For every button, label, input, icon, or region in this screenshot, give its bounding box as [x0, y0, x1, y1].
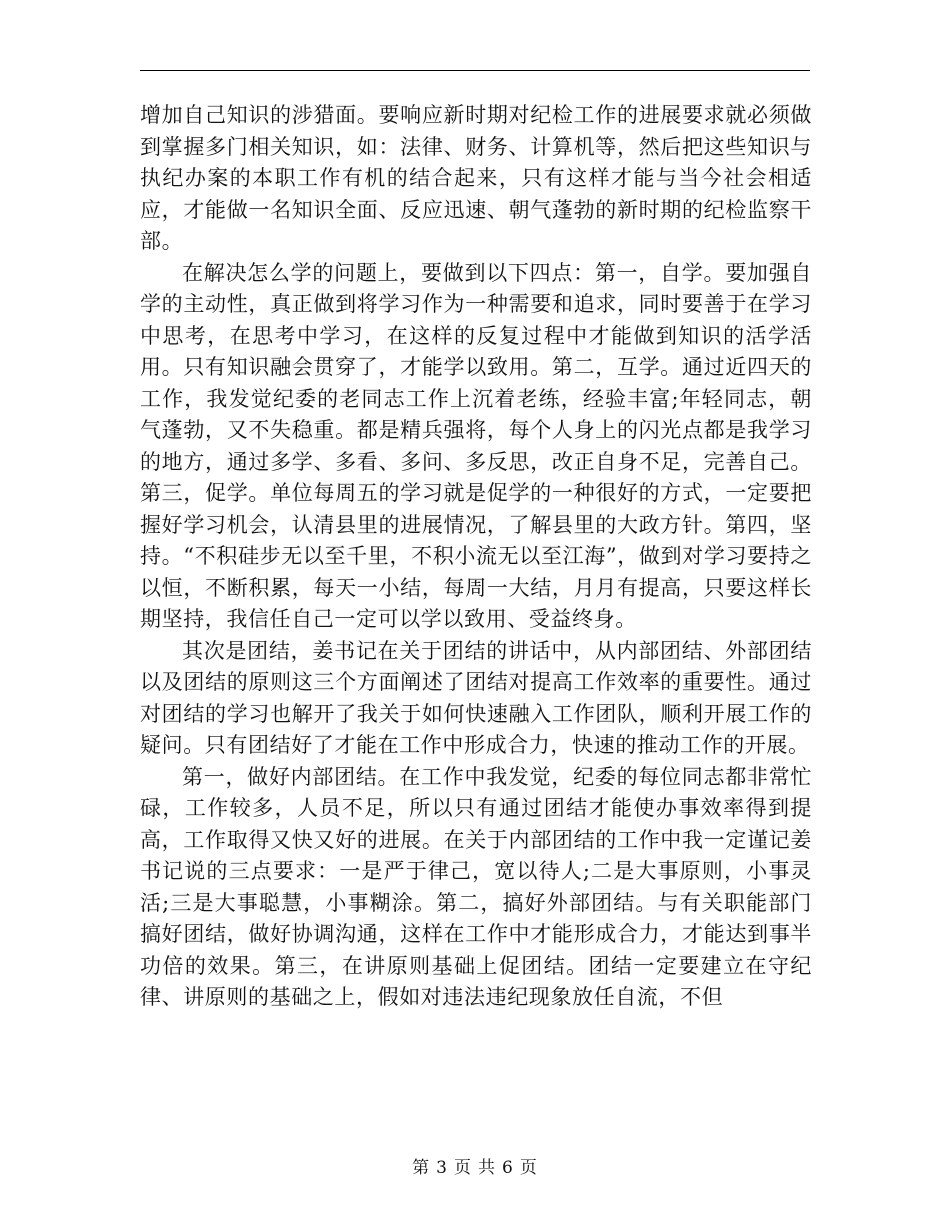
paragraph-2: 在解决怎么学的问题上，要做到以下四点：第一，自学。要加强自学的主动性，真正做到将学习作为一种需要和追求，同时要善于在学习中思考，在思考中学习，在这样的反复过程中才能做到知识的活学活用。只有知识融会贯穿了，才能学以致用。第二，互学。通过近四天的工作，我发觉纪委的老同志工作上沉着老练，经验丰富;年轻同志，朝气蓬勃，又不失稳重。都是精兵强将，每个人身上的闪光点都是我学习的地方，通过多学、多看、多问、多反思，改正自身不足，完善自己。第三，促学。单位每周五的学习就是促学的一种很好的方式，一定要把握好学习机会，认清县里的进展情况，了解县里的大政方针。第四，坚持。“不积硅步无以至千里，不积小流无以至江海”，做到对学习要持之以恒，不断积累，每天一小结，每周一大结，月月有提高，只要这样长期坚持，我信任自己一定可以学以致用、受益终身。 [140, 260, 812, 631]
paragraph-1: 增加自己知识的涉猎面。要响应新时期对纪检工作的进展要求就必须做到掌握多门相关知识，如：法律、财务、计算机等，然后把这些知识与执纪办案的本职工作有机的结合起来，只有这样才能与当今社会相适应，才能做一名知识全面、反应迅速、朝气蓬勃的新时期的纪检监察干部。 [140, 103, 812, 253]
footer-prefix: 第 [412, 1158, 431, 1178]
paragraph-4: 第一，做好内部团结。在工作中我发觉，纪委的每位同志都非常忙碌，工作较多，人员不足，所以只有通过团结才能使办事效率得到提高，工作取得又快又好的进展。在关于内部团结的工作中我一定谨记姜书记说的三点要求：一是严于律己，宽以待人;二是大事原则，小事灵活;三是大事聪慧，小事糊涂。第二，搞好外部团结。与有关职能部门搞好团结，做好协调沟通，这样在工作中才能形成合力，才能达到事半功倍的效果。第三，在讲原则基础上促团结。团结一定要建立在守纪律、讲原则的基础之上，假如对违法违纪现象放任自流，不但 [140, 764, 812, 1009]
footer-total-word: 共 [478, 1158, 496, 1178]
total-page-count: 6 [502, 1158, 514, 1178]
page-footer [0, 1153, 950, 1178]
footer-page-word: 页 [454, 1158, 472, 1178]
footer-suffix: 页 [519, 1158, 538, 1178]
paragraph-3: 其次是团结，姜书记在关于团结的讲话中，从内部团结、外部团结以及团结的原则这三个方面阐述了团结对提高工作效率的重要性。通过对团结的学习也解开了我关于如何快速融入工作团队，顺利开展工作的疑问。只有团结好了才能在工作中形成合力，快速的推动工作的开展。 [140, 638, 812, 757]
current-page-number: 3 [436, 1158, 448, 1178]
document-body [140, 100, 812, 1014]
header-rule [140, 70, 810, 71]
